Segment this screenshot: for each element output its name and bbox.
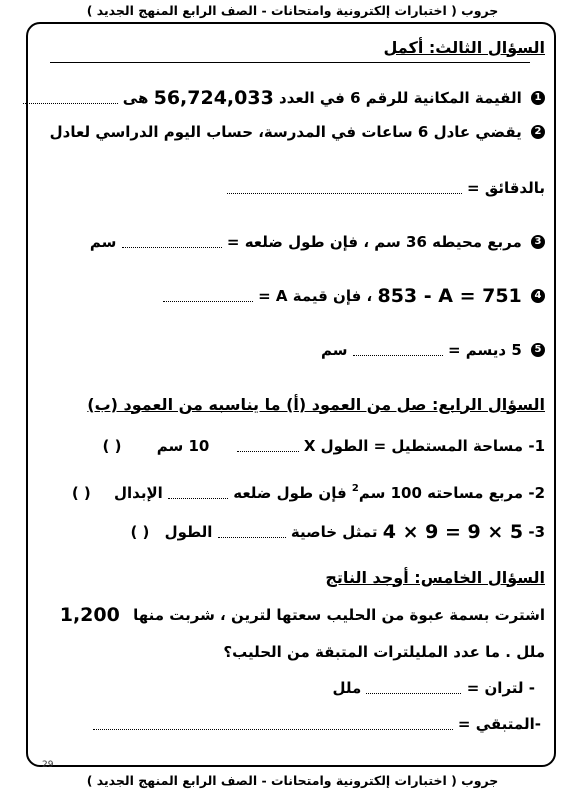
q4-row-2-text-2: فإن طول ضلعه — [233, 483, 347, 502]
page-footer: جروب ( اختبارات إلكترونية وامتحانات - الصف الرابع المنهج الجديد ) — [86, 773, 499, 788]
q4-row-2-superscript: 2 — [351, 483, 359, 494]
q3-item-1 — [40, 86, 545, 109]
q3-item-5-text: 5 ديسم = — [447, 340, 522, 359]
answer-blank[interactable] — [23, 91, 118, 104]
answer-blank[interactable] — [168, 486, 228, 499]
page-header: جروب ( اختبارات إلكترونية وامتحانات - الصف الرابع المنهج الجديد ) — [86, 3, 499, 18]
q4-title: السؤال الرابع: صل من العمود (أ) ما يناسبه من العمود (ب) — [87, 394, 545, 414]
q4-row-1-answer-box[interactable]: ( ) — [102, 436, 122, 455]
item-number-badge: 5 — [531, 343, 545, 357]
answer-blank[interactable] — [237, 439, 299, 452]
q4-row-2-text: مربع مساحته 100 سم — [358, 483, 524, 502]
q5-line-1 — [40, 603, 545, 626]
q4-row-2-answer-box[interactable]: ( ) — [71, 483, 91, 502]
q3-item-1-number: 56,724,033 — [153, 86, 274, 109]
q4-row-3-number: 3- — [528, 522, 545, 541]
q3-item-5-unit: سم — [320, 340, 348, 359]
answer-blank[interactable] — [93, 717, 453, 730]
answer-blank[interactable] — [163, 289, 253, 302]
q5-title-line — [40, 566, 545, 589]
item-number-badge: 1 — [531, 91, 545, 105]
item-number-badge: 2 — [531, 125, 545, 139]
q4-row-1-text: مساحة المستطيل = الطول X — [303, 436, 524, 455]
q3-title-line — [40, 36, 545, 59]
q3-item-2-text: يقضي عادل 6 ساعات في المدرسة، حساب اليوم الدراسي لعادل — [49, 122, 522, 141]
q3-item-4 — [40, 284, 545, 307]
answer-blank[interactable] — [218, 525, 286, 538]
q4-row-3 — [40, 520, 545, 543]
q3-item-3-text: مربع محيطه 36 سم ، فإن طول ضلعه = — [226, 232, 522, 251]
page-number: 29 — [42, 760, 54, 770]
q3-item-2-text-2: بالدقائق = — [467, 178, 545, 197]
answer-blank[interactable] — [366, 681, 461, 694]
q4-row-3-answer-box[interactable]: ( ) — [130, 522, 150, 541]
q4-row-3-choice: الطول — [164, 522, 213, 541]
q3-item-3 — [40, 230, 545, 253]
q5-line-3-label: - لتران = — [466, 678, 535, 697]
q3-item-2-line-2 — [40, 176, 545, 199]
q4-row-3-expression: 4 × 9 = 9 × 5 — [382, 520, 524, 543]
q4-row-1 — [40, 434, 545, 457]
answer-blank[interactable] — [353, 343, 443, 356]
q4-row-1-number: 1- — [528, 436, 545, 455]
q3-item-2-line-1 — [40, 120, 545, 143]
q5-line-3-unit: ملل — [332, 678, 362, 697]
q4-row-2-choice: الإبدال — [114, 483, 163, 502]
item-number-badge: 4 — [531, 289, 545, 303]
q4-row-2-number: 2- — [528, 483, 545, 502]
q5-line-2-text: ملل . ما عدد المليلترات المتبقة من الحليب؟ — [223, 642, 545, 661]
q4-row-2 — [40, 478, 545, 504]
q5-line-4 — [40, 712, 541, 735]
q4-title-line — [40, 393, 545, 416]
q4-row-3-text: تمثل خاصية — [290, 522, 378, 541]
q3-divider — [50, 62, 530, 63]
q5-line-2 — [40, 640, 545, 663]
q3-item-1-tail: هى — [122, 88, 149, 107]
answer-blank[interactable] — [122, 235, 222, 248]
q3-item-1-text: القيمة المكانية للرقم 6 في العدد — [279, 88, 522, 107]
item-number-badge: 3 — [531, 235, 545, 249]
q3-item-3-unit: سم — [89, 232, 117, 251]
answer-blank[interactable] — [227, 181, 462, 194]
q5-line-1-number: 1,200 — [59, 603, 120, 626]
q3-item-4-expression: 853 - A = 751 — [377, 284, 522, 307]
q5-line-4-label: -المتبقي = — [457, 714, 541, 733]
q3-title: السؤال الثالث: أكمل — [383, 37, 545, 57]
q5-line-1-text: اشترت بسمة عبوة من الحليب سعتها لترين ، شربت منها — [133, 605, 545, 624]
q5-title: السؤال الخامس: أوجد الناتج — [325, 567, 545, 587]
q4-row-1-choice: 10 سم — [156, 436, 210, 455]
q5-line-3 — [40, 676, 535, 699]
q3-item-5 — [40, 338, 545, 361]
q3-item-4-tail: ، فإن قيمة A = — [258, 286, 373, 305]
